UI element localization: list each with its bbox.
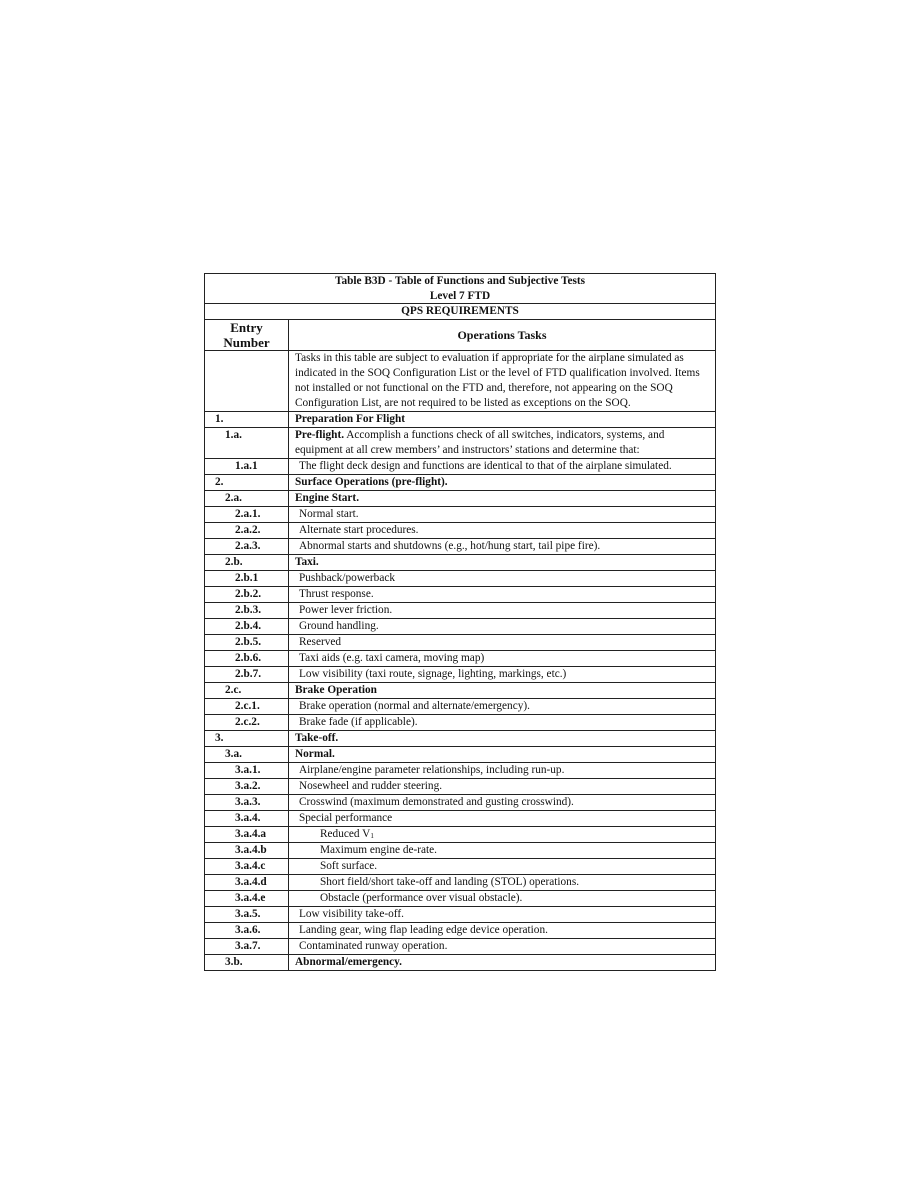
task-label: Obstacle (performance over visual obstacle). (320, 892, 523, 904)
entry-number: 1.a.1 (205, 459, 289, 475)
table-row (205, 779, 716, 795)
task-text (289, 827, 716, 843)
task-label: Engine Start. (295, 492, 360, 504)
entry-header-line2: Number (223, 335, 270, 350)
column-header-entry (205, 320, 289, 351)
table-title-row (205, 274, 716, 304)
task-text (289, 459, 716, 475)
entry-number: 2.a.1. (205, 507, 289, 523)
table-row (205, 491, 716, 507)
task-text (289, 683, 716, 699)
task-label: Abnormal starts and shutdowns (e.g., hot/hung start, tail pipe fire). (299, 540, 601, 552)
task-label: Preparation For Flight (295, 413, 406, 425)
entry-number: 2.c. (205, 683, 289, 699)
task-text (289, 603, 716, 619)
table-subtitle-row (205, 304, 716, 320)
task-label: Soft surface. (320, 860, 378, 872)
task-label: The flight deck design and functions are identical to that of the airplane simulated. (299, 460, 672, 472)
task-text (289, 635, 716, 651)
task-text (289, 523, 716, 539)
task-lead: Pre-flight. (295, 429, 345, 441)
table-row (205, 811, 716, 827)
task-text (289, 412, 716, 428)
task-text (289, 715, 716, 731)
task-text (289, 699, 716, 715)
table-row (205, 619, 716, 635)
table-title-line1: Table B3D - Table of Functions and Subjective Tests (334, 275, 586, 287)
entry-number: 3.a.5. (205, 907, 289, 923)
table-row (205, 412, 716, 428)
table-title (205, 274, 716, 304)
task-text (289, 907, 716, 923)
task-label: Pushback/powerback (299, 572, 395, 584)
task-text (289, 955, 716, 971)
task-label: Low visibility (taxi route, signage, lighting, markings, etc.) (299, 668, 567, 680)
entry-number: 3.a.4.c (205, 859, 289, 875)
table-row (205, 539, 716, 555)
task-label: Ground handling. (299, 620, 379, 632)
entry-number: 3.a. (205, 747, 289, 763)
entry-number: 2.b.2. (205, 587, 289, 603)
table-row (205, 667, 716, 683)
task-label: Power lever friction. (299, 604, 393, 616)
task-label: Airplane/engine parameter relationships, including run-up. (299, 764, 565, 776)
table-row (205, 731, 716, 747)
task-text (289, 891, 716, 907)
task-label: Taxi aids (e.g. taxi camera, moving map) (299, 652, 485, 664)
table-row (205, 635, 716, 651)
task-text (289, 507, 716, 523)
entry-number: 3.a.1. (205, 763, 289, 779)
entry-number: 2.b.5. (205, 635, 289, 651)
entry-number: 2.b.3. (205, 603, 289, 619)
column-header-row (205, 320, 716, 351)
entry-number: 2.b. (205, 555, 289, 571)
table-row (205, 651, 716, 667)
table-row (205, 459, 716, 475)
table-subtitle: QPS REQUIREMENTS (205, 304, 716, 320)
table-body (205, 412, 716, 971)
entry-number: 1.a. (205, 428, 289, 459)
task-subscript: 1 (370, 832, 374, 840)
entry-number: 2.a. (205, 491, 289, 507)
task-label: Reserved (299, 636, 342, 648)
task-label: Crosswind (maximum demonstrated and gusting crosswind). (299, 796, 574, 808)
entry-number: 3. (205, 731, 289, 747)
intro-entry-empty (205, 351, 289, 412)
task-label: Reduced V (320, 828, 371, 840)
entry-number: 3.a.6. (205, 923, 289, 939)
task-text (289, 923, 716, 939)
task-label: Landing gear, wing flap leading edge device operation. (299, 924, 548, 936)
task-label: Surface Operations (pre-flight). (295, 476, 448, 488)
table-row (205, 683, 716, 699)
table-row (205, 428, 716, 459)
task-label: Alternate start procedures. (299, 524, 419, 536)
task-text (289, 619, 716, 635)
table-row (205, 891, 716, 907)
task-text (289, 859, 716, 875)
task-text (289, 491, 716, 507)
table-row (205, 955, 716, 971)
table-row (205, 923, 716, 939)
entry-number: 3.a.4.a (205, 827, 289, 843)
entry-header-line1: Entry (230, 320, 263, 335)
task-text (289, 843, 716, 859)
table-row (205, 603, 716, 619)
table-row (205, 875, 716, 891)
task-label: Brake Operation (295, 684, 377, 696)
task-text (289, 475, 716, 491)
task-label: Brake fade (if applicable). (299, 716, 418, 728)
task-text (289, 587, 716, 603)
intro-row (205, 351, 716, 412)
table-row (205, 699, 716, 715)
task-text (289, 731, 716, 747)
task-label: Normal. (295, 748, 335, 760)
intro-text: Tasks in this table are subject to evaluation if appropriate for the airplane simulated as indicated in the SOQ Configuration List or the level of FTD qualification involved. Items not installed or not functional on the FTD and, therefore, not appearing on the SOQ Configuration List, are not required to be listed as exceptions on the SOQ. (289, 351, 716, 412)
functions-table (204, 273, 716, 971)
table-title-line2: Level 7 FTD (429, 289, 491, 302)
table-row (205, 843, 716, 859)
entry-number: 3.a.4.d (205, 875, 289, 891)
entry-number: 2.b.1 (205, 571, 289, 587)
task-text (289, 571, 716, 587)
task-text (289, 779, 716, 795)
entry-number: 3.a.4. (205, 811, 289, 827)
task-text (289, 651, 716, 667)
task-text (289, 795, 716, 811)
entry-number: 2.b.6. (205, 651, 289, 667)
task-text (289, 763, 716, 779)
task-text (289, 667, 716, 683)
table-row (205, 587, 716, 603)
table-row (205, 907, 716, 923)
entry-number: 2.c.2. (205, 715, 289, 731)
task-label: Short field/short take-off and landing (STOL) operations. (320, 876, 580, 888)
table-row (205, 939, 716, 955)
task-text (289, 811, 716, 827)
table-row (205, 795, 716, 811)
column-header-tasks: Operations Tasks (289, 320, 716, 351)
table-row (205, 747, 716, 763)
table-row (205, 475, 716, 491)
task-label: Contaminated runway operation. (299, 940, 448, 952)
entry-number: 2.c.1. (205, 699, 289, 715)
entry-number: 3.a.2. (205, 779, 289, 795)
entry-number: 2.b.7. (205, 667, 289, 683)
table-row (205, 763, 716, 779)
task-label: Accomplish a functions check of all switches, indicators, systems, and equipment at all crew members’ and instructors’ stations and determine that: (295, 429, 665, 456)
entry-number: 1. (205, 412, 289, 428)
entry-number: 3.a.7. (205, 939, 289, 955)
task-text (289, 939, 716, 955)
table-row (205, 859, 716, 875)
table-row (205, 507, 716, 523)
task-label: Brake operation (normal and alternate/emergency). (299, 700, 530, 712)
task-text (289, 555, 716, 571)
table-row (205, 571, 716, 587)
entry-number: 2. (205, 475, 289, 491)
table-row (205, 827, 716, 843)
task-label: Nosewheel and rudder steering. (299, 780, 443, 792)
task-label: Taxi. (295, 556, 319, 568)
table-row (205, 523, 716, 539)
task-label: Maximum engine de-rate. (320, 844, 438, 856)
task-label: Special performance (299, 812, 393, 824)
entry-number: 2.b.4. (205, 619, 289, 635)
entry-number: 3.a.3. (205, 795, 289, 811)
entry-number: 2.a.3. (205, 539, 289, 555)
table-row (205, 715, 716, 731)
task-text (289, 539, 716, 555)
task-text (289, 875, 716, 891)
entry-number: 2.a.2. (205, 523, 289, 539)
task-label: Low visibility take-off. (299, 908, 404, 920)
table-row (205, 555, 716, 571)
entry-number: 3.a.4.b (205, 843, 289, 859)
entry-number: 3.a.4.e (205, 891, 289, 907)
entry-number: 3.b. (205, 955, 289, 971)
task-text (289, 428, 716, 459)
task-label: Abnormal/emergency. (295, 956, 402, 968)
task-label: Thrust response. (299, 588, 374, 600)
task-label: Normal start. (299, 508, 359, 520)
task-text (289, 747, 716, 763)
task-label: Take-off. (295, 732, 339, 744)
